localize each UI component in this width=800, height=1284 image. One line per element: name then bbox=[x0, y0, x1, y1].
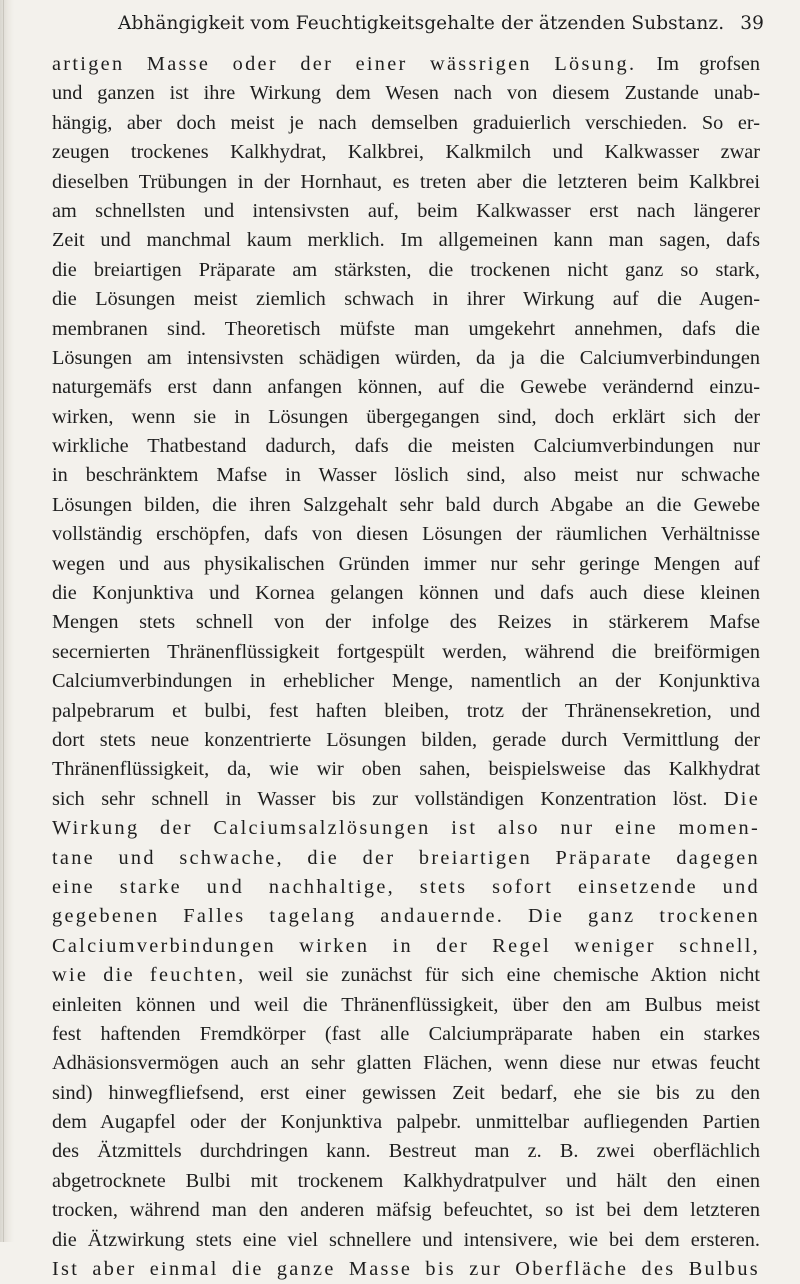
text-line: die Ätzwirkung stets eine viel schnellere und intensivere, wie bei dem ersteren. bbox=[52, 1228, 760, 1251]
text-line: Mengen stets schnell von der infolge des Reizes in stärkerem Mafse bbox=[52, 611, 760, 634]
text-line: palpebrarum et bulbi, fest haften bleiben, trotz der Thränensekretion, und bbox=[52, 699, 760, 722]
text-line: zeugen trockenes Kalkhydrat, Kalkbrei, Kalkmilch und Kalkwasser zwar bbox=[52, 141, 760, 164]
text-line: einleiten können und weil die Thränenflüssigkeit, über den am Bulbus meist bbox=[52, 993, 760, 1016]
text-line: Calciumverbindungen wirken in der Regel weniger schnell, bbox=[52, 934, 760, 957]
text-line: Thränenflüssigkeit, da, wie wir oben sahen, beispielsweise das Kalkhydrat bbox=[52, 758, 760, 781]
text-line: hängig, aber doch meist je nach demselben graduierlich verschieden. So er- bbox=[52, 111, 760, 134]
text-line: am schnellsten und intensivsten auf, beim Kalkwasser erst nach längerer bbox=[52, 199, 760, 222]
text-line: abgetrocknete Bulbi mit trockenem Kalkhydratpulver und hält den einen bbox=[52, 1169, 760, 1192]
text-line: fest haftenden Fremdkörper (fast alle Calciumpräparate haben ein starkes bbox=[52, 1022, 760, 1045]
text-line: naturgemäfs erst dann anfangen können, auf die Gewebe verändernd einzu- bbox=[52, 376, 760, 399]
text-line: wirkliche Thatbestand dadurch, dafs die meisten Calciumverbindungen nur bbox=[52, 435, 760, 458]
text-line: wie die feuchten, weil sie zunächst für sich eine chemische Aktion nicht bbox=[52, 964, 761, 987]
text-line: secernierten Thränenflüssigkeit fortgespült werden, während die breiförmigen bbox=[52, 640, 760, 663]
text-line: vollständig erschöpfen, dafs von diesen Lösungen der räumlichen Verhältnisse bbox=[52, 523, 760, 546]
text-line: die Konjunktiva und Kornea gelangen können und dafs auch diese kleinen bbox=[52, 582, 760, 605]
body-text bbox=[52, 50, 760, 1284]
text-line: die Lösungen meist ziemlich schwach in ihrer Wirkung auf die Augen- bbox=[52, 288, 760, 311]
text-line: tane und schwache, die der breiartigen Präparate dagegen bbox=[52, 846, 760, 869]
text-line: Ist aber einmal die ganze Masse bis zur Oberfläche des Bulbus bbox=[52, 1258, 760, 1281]
text-line: in beschränktem Mafse in Wasser löslich sind, also meist nur schwache bbox=[52, 464, 760, 487]
text-line: artigen Masse oder der einer wässrigen Lösung. Im grofsen bbox=[52, 53, 761, 75]
text-line: trocken, während man den anderen mäfsig befeuchtet, so ist bei dem letzteren bbox=[52, 1199, 760, 1222]
text-line: wirken, wenn sie in Lösungen übergegangen sind, doch erklärt sich der bbox=[52, 405, 760, 428]
text-line: dem Augapfel oder der Konjunktiva palpebr. unmittelbar aufliegenden Partien bbox=[52, 1111, 760, 1134]
text-line: sind) hinwegfliefsend, erst einer gewissen Zeit bedarf, ehe sie bis zu den bbox=[52, 1081, 760, 1104]
page-number: 39 bbox=[740, 13, 764, 34]
text-line: Lösungen am intensivsten schädigen würden, da ja die Calciumverbindungen bbox=[52, 346, 760, 369]
text-line: und ganzen ist ihre Wirkung dem Wesen nach von diesem Zustande unab- bbox=[52, 82, 760, 105]
text-line: Calciumverbindungen in erheblicher Menge, namentlich an der Konjunktiva bbox=[52, 670, 760, 693]
running-title: Abhängigkeit vom Feuchtigkeitsgehalte der ätzenden Substanz. bbox=[118, 13, 725, 34]
text-line: membranen sind. Theoretisch müfste man umgekehrt annehmen, dafs die bbox=[52, 317, 760, 340]
page-gutter-edge bbox=[0, 0, 14, 1242]
text-line: dort stets neue konzentrierte Lösungen bilden, gerade durch Vermittlung der bbox=[52, 728, 760, 751]
text-line: Lösungen bilden, die ihren Salzgehalt sehr bald durch Abgabe an die Gewebe bbox=[52, 493, 760, 516]
text-line: dieselben Trübungen in der Hornhaut, es treten aber die letzteren beim Kalkbrei bbox=[52, 170, 760, 193]
text-line: Wirkung der Calciumsalzlösungen ist also nur eine momen- bbox=[52, 817, 760, 840]
text-line: die breiartigen Präparate am stärksten, die trockenen nicht ganz so stark, bbox=[52, 258, 760, 281]
text-line: Adhäsionsvermögen auch an sehr glatten Flächen, wenn diese nur etwas feucht bbox=[52, 1052, 760, 1075]
text-line: sich sehr schnell in Wasser bis zur vollständigen Konzentration löst. Die bbox=[52, 787, 760, 810]
text-line: wegen und aus physikalischen Gründen immer nur sehr geringe Mengen auf bbox=[52, 552, 760, 575]
text-line: eine starke und nachhaltige, stets sofort einsetzende und bbox=[52, 875, 760, 898]
text-line: gegebenen Falles tagelang andauernde. Die ganz trockenen bbox=[52, 905, 760, 928]
text-line: Zeit und manchmal kaum merklich. Im allgemeinen kann man sagen, dafs bbox=[52, 229, 760, 252]
text-line: des Ätzmittels durchdringen kann. Bestreut man z. B. zwei oberflächlich bbox=[52, 1140, 760, 1163]
running-header bbox=[50, 13, 764, 43]
